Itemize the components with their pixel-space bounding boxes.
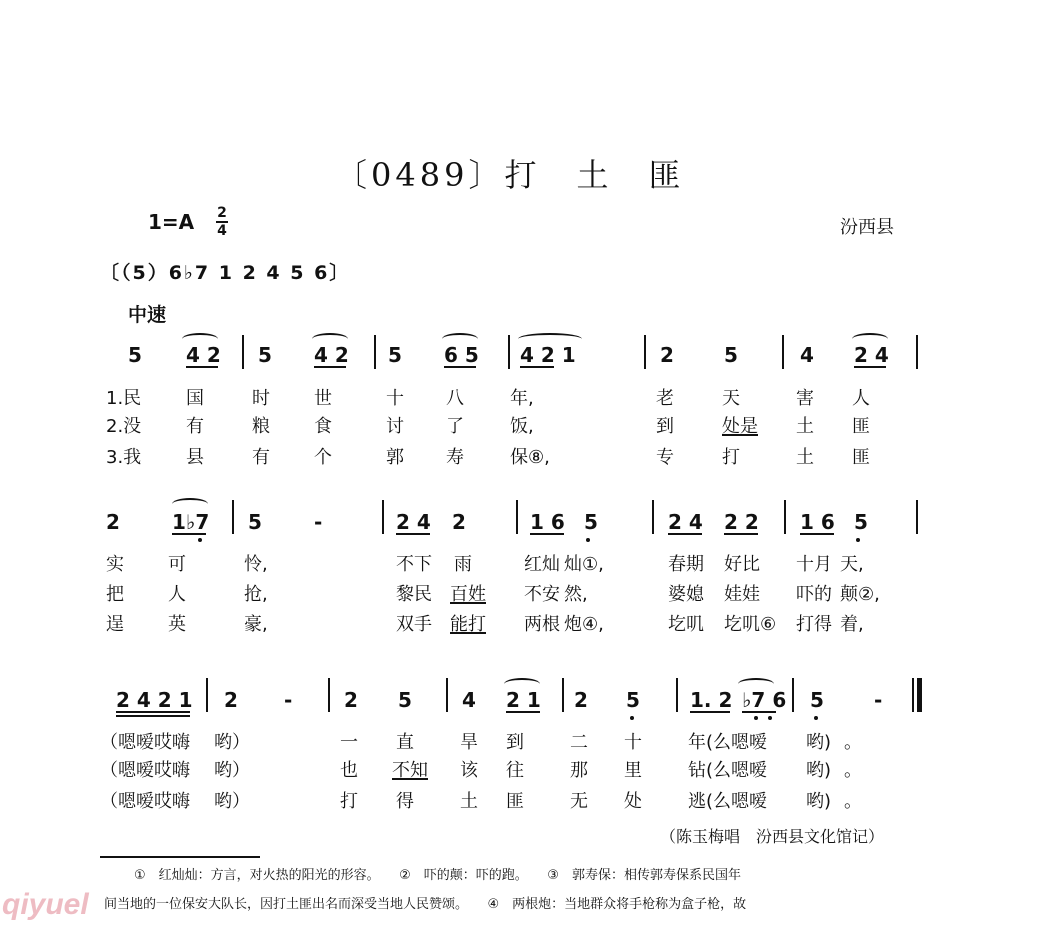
lyric: 专: [656, 447, 674, 468]
octave-dot: [586, 538, 590, 542]
lyric: 一: [340, 732, 358, 753]
lyric: 红灿: [524, 554, 560, 575]
lyric: 能打: [450, 614, 486, 635]
lyric: 人: [852, 388, 870, 409]
underline: [742, 711, 776, 713]
lyric: 土: [460, 791, 478, 812]
footnote-line-2: 间当地的一位保安大队长，因打土匪出名而深受当地人民赞颂。 ④ 两根炮：当地群众将手枪称为盒子枪，故: [104, 897, 747, 912]
lyric: 十: [624, 732, 642, 753]
lyric: 里: [624, 760, 642, 781]
lyric: 世: [314, 388, 332, 409]
lyric: 两根: [524, 614, 560, 635]
note: 5: [854, 510, 868, 534]
note: 2 4: [668, 510, 703, 534]
underline: [722, 434, 758, 436]
lyric: 县: [186, 447, 204, 468]
underline: [392, 778, 428, 780]
lyric: 1.民: [106, 388, 142, 409]
lyric: 处是: [722, 416, 758, 437]
underline: [800, 533, 834, 535]
final-bar-thin: [912, 678, 914, 712]
final-bar-thick: [917, 678, 922, 712]
lyric: 粮: [252, 416, 270, 437]
underline: [172, 533, 206, 535]
lyric: 哟）: [214, 791, 250, 812]
watermark-text: qiyuel: [2, 888, 89, 921]
note: 1. 2: [690, 688, 733, 712]
lyric: 圪叽⑥: [724, 614, 777, 635]
lyric: 国: [186, 388, 204, 409]
note: 5: [810, 688, 824, 712]
lyric: 匪: [852, 447, 870, 468]
note: 2 4 2 1: [116, 688, 193, 712]
underline: [690, 711, 730, 713]
note: 2: [452, 510, 466, 534]
note: 4: [800, 343, 814, 367]
octave-dot: [768, 716, 772, 720]
lyric: 黎民: [396, 584, 432, 605]
lyric: 可: [168, 554, 186, 575]
lyric: 土: [796, 447, 814, 468]
lyric: 年,: [510, 388, 534, 409]
lyric: 直: [396, 732, 414, 753]
region-label: 汾西县: [840, 217, 894, 238]
lyric: 豪,: [244, 614, 268, 635]
note: 5: [128, 343, 142, 367]
note: 2: [660, 343, 674, 367]
lyric: （嗯嗳哎嗨: [100, 760, 190, 781]
lyric: 。: [844, 791, 862, 812]
note: 2 2: [724, 510, 759, 534]
lyric: 圪叽: [668, 614, 704, 635]
underline: [396, 533, 430, 535]
lyric: 匪: [506, 791, 524, 812]
bar-line: [206, 678, 208, 712]
lyric: 八: [446, 388, 464, 409]
underline: [530, 533, 564, 535]
lyric: 颠②,: [840, 584, 880, 605]
lyric: 实: [106, 554, 124, 575]
lyric: （嗯嗳哎嗨: [100, 732, 190, 753]
bar-line: [644, 335, 646, 369]
lyric: 好比: [724, 554, 760, 575]
bar-line: [792, 678, 794, 712]
note: 4 2: [186, 343, 221, 367]
lyric: 人: [168, 584, 186, 605]
bar-line: [328, 678, 330, 712]
underline: [450, 602, 486, 604]
lyric: 3.我: [106, 447, 142, 468]
lyric: 不安: [524, 584, 560, 605]
note: 6 5: [444, 343, 479, 367]
lyric: 炮④,: [564, 614, 604, 635]
underline: [444, 366, 476, 368]
lyric: 逃(么嗯嗳: [688, 791, 768, 812]
note: 5: [258, 343, 272, 367]
note: 4 2 1: [520, 343, 576, 367]
note: 2: [106, 510, 120, 534]
lyric: 天: [722, 388, 740, 409]
lyric: 到: [506, 732, 524, 753]
lyric: 打: [340, 791, 358, 812]
bar-line: [784, 500, 786, 534]
underline: [668, 533, 702, 535]
octave-dot: [198, 538, 202, 542]
lyric: 有: [186, 416, 204, 437]
lyric: 钻(么嗯嗳: [688, 760, 768, 781]
underline: [724, 533, 758, 535]
lyric: 寿: [446, 447, 464, 468]
lyric: 着,: [840, 614, 864, 635]
lyric: 哟）: [214, 732, 250, 753]
lyric: 饭,: [510, 416, 534, 437]
note: 4: [462, 688, 476, 712]
octave-dot: [754, 716, 758, 720]
note: -: [314, 510, 323, 534]
underline: [186, 366, 218, 368]
underline: [314, 366, 346, 368]
note: 1♭7: [172, 510, 210, 534]
lyric: 2.没: [106, 416, 142, 437]
lyric: 春期: [668, 554, 704, 575]
lyric: 百姓: [450, 584, 486, 605]
note: 2 1: [506, 688, 541, 712]
lyric: 然,: [564, 584, 588, 605]
lyric: 婆媳: [668, 584, 704, 605]
lyric: （嗯嗳哎嗨: [100, 791, 190, 812]
time-signature: [216, 205, 228, 239]
bar-line: [916, 500, 918, 534]
note: 2 4: [854, 343, 889, 367]
lyric: 那: [570, 760, 588, 781]
lyric: 哟): [806, 791, 832, 812]
bar-line: [652, 500, 654, 534]
lyric: 十月: [796, 554, 832, 575]
lyric: 哟）: [214, 760, 250, 781]
lyric: 十: [386, 388, 404, 409]
watermark-graphic: [0, 880, 200, 930]
note: 4 2: [314, 343, 349, 367]
underline: [520, 366, 554, 368]
lyric: 保⑧,: [510, 447, 550, 468]
lyric: 英: [168, 614, 186, 635]
lyric: 逞: [106, 614, 124, 635]
key-signature: 1=A: [148, 210, 195, 234]
note: 5: [398, 688, 412, 712]
lyric: 抢,: [244, 584, 268, 605]
underline: [506, 711, 540, 713]
note: ♭7 6: [742, 688, 787, 712]
bar-line: [242, 335, 244, 369]
note: 2: [344, 688, 358, 712]
lyric: 。: [844, 732, 862, 753]
lyric: 有: [252, 447, 270, 468]
lyric: 讨: [386, 416, 404, 437]
underline: [116, 711, 190, 713]
lyric: 得: [396, 791, 414, 812]
credit-line: （陈玉梅唱 汾西县文化馆记）: [660, 827, 885, 846]
note: 5: [724, 343, 738, 367]
octave-dot: [814, 716, 818, 720]
tempo-marking: 中速: [128, 304, 167, 326]
note: 5: [584, 510, 598, 534]
watermark-logo: [0, 880, 200, 930]
intro-phrase: 〔（5）6♭7 1 2 4 5 6〕: [100, 262, 351, 284]
note: 1 6: [800, 510, 835, 534]
lyric: 该: [460, 760, 478, 781]
lyric: 把: [106, 584, 124, 605]
octave-dot: [630, 716, 634, 720]
lyric: 时: [252, 388, 270, 409]
lyric: 匪: [852, 416, 870, 437]
lyric: 害: [796, 388, 814, 409]
lyric: 打: [722, 447, 740, 468]
lyric: 年(么嗯嗳: [688, 732, 768, 753]
underline: [450, 632, 486, 634]
note: 2: [224, 688, 238, 712]
bar-line: [676, 678, 678, 712]
lyric: 往: [506, 760, 524, 781]
octave-dot: [856, 538, 860, 542]
note: 2: [574, 688, 588, 712]
lyric: 个: [314, 447, 332, 468]
lyric: 二: [570, 732, 588, 753]
lyric: 怜,: [244, 554, 268, 575]
lyric: 双手: [396, 614, 432, 635]
lyric: 无: [570, 791, 588, 812]
note: 1 6: [530, 510, 565, 534]
underline: [116, 715, 190, 717]
lyric: 吓的: [796, 584, 832, 605]
footnote-rule: [100, 856, 260, 858]
lyric: 处: [624, 791, 642, 812]
bar-line: [782, 335, 784, 369]
lyric: 不知: [392, 760, 428, 781]
lyric: 郭: [386, 447, 404, 468]
slur: [172, 498, 208, 510]
lyric: 灿①,: [564, 554, 604, 575]
lyric: 旱: [460, 732, 478, 753]
lyric: 食: [314, 416, 332, 437]
note: 5: [626, 688, 640, 712]
lyric: 打得: [796, 614, 832, 635]
lyric: 。: [844, 760, 862, 781]
note: 5: [248, 510, 262, 534]
bar-line: [916, 335, 918, 369]
underline: [854, 366, 886, 368]
lyric: 雨: [454, 554, 472, 575]
bar-line: [508, 335, 510, 369]
meter-top: 2: [217, 205, 227, 221]
bar-line: [232, 500, 234, 534]
lyric: 哟): [806, 760, 832, 781]
note: 5: [388, 343, 402, 367]
bar-line: [446, 678, 448, 712]
lyric: 哟): [806, 732, 832, 753]
bar-line: [516, 500, 518, 534]
lyric: 不下: [396, 554, 432, 575]
lyric: 娃娃: [724, 584, 760, 605]
meter-bottom: 4: [217, 223, 227, 239]
lyric: 天,: [840, 554, 864, 575]
page-title: 〔0489〕打 土 匪: [335, 156, 685, 194]
bar-line: [382, 500, 384, 534]
lyric: 到: [656, 416, 674, 437]
lyric: 也: [340, 760, 358, 781]
bar-line: [374, 335, 376, 369]
lyric: 了: [446, 416, 464, 437]
note: -: [284, 688, 293, 712]
lyric: 土: [796, 416, 814, 437]
footnote-line-1: ① 红灿灿：方言，对火热的阳光的形容。 ② 吓的颠：吓的跑。 ③ 郭寿保：相传郭寿保系民国年: [134, 868, 741, 883]
bar-line: [562, 678, 564, 712]
note: 2 4: [396, 510, 431, 534]
lyric: 老: [656, 388, 674, 409]
note: -: [874, 688, 883, 712]
